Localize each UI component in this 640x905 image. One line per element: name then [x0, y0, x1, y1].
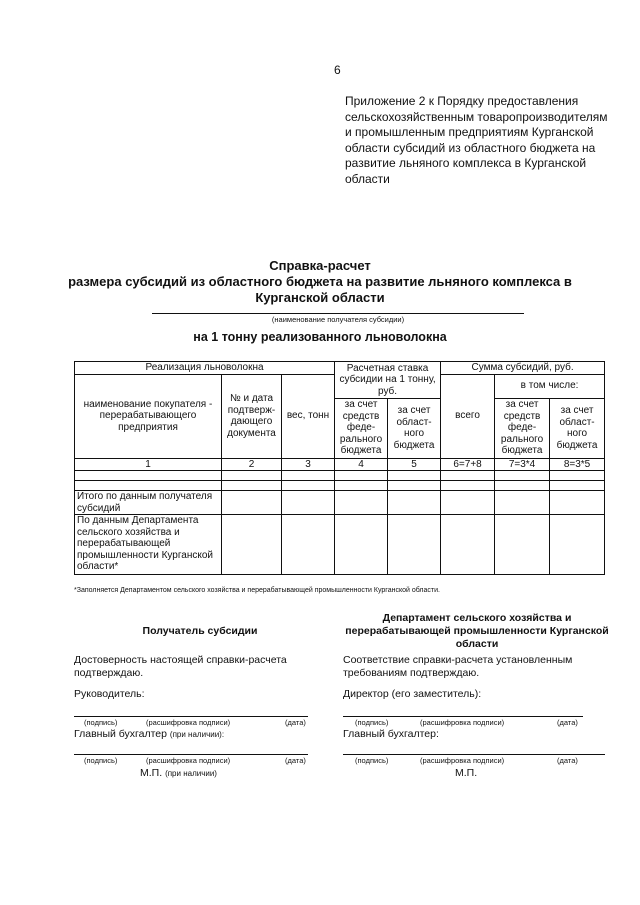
director-signature-line[interactable] — [343, 716, 583, 717]
column-number: 4 — [335, 458, 388, 471]
calculation-table — [74, 361, 605, 575]
table-row-department — [75, 515, 605, 575]
footnote: *Заполняется Департаментом сельского хозяйства и перерабатывающей промышленности Курганской области. — [74, 587, 440, 594]
department-stamp-label: М.П. — [455, 767, 478, 779]
accountant-note: (при наличии): — [169, 730, 225, 739]
signature-date-caption: (дата) — [285, 756, 306, 765]
table-header-row — [75, 362, 605, 375]
column-number: 8=3*5 — [550, 458, 605, 471]
table-row — [75, 471, 605, 481]
appendix-note: Приложение 2 к Порядку предоставления сельскохозяйственным товаропроизводителям и промышленным предприятиям Курганской области субсидий из областного бюджета на развитие льняного комплекса в Курганской области — [345, 94, 608, 186]
signature-decode-caption: (расшифровка подписи) — [420, 756, 505, 765]
accountant-title: Главный бухгалтер — [74, 728, 167, 740]
department-confirmation: Соответствие справки-расчета установленным требованиям подтверждаю. — [343, 654, 573, 679]
header-rate: Расчетная ставка субсидии на 1 тонну, руб. — [335, 362, 441, 399]
header-weight: вес, тонн — [282, 374, 335, 458]
header-sum-federal: за счет средств феде-рального бюджета — [495, 398, 550, 458]
header-rate-federal: за счет средств феде-рального бюджета — [335, 398, 388, 458]
signature-caption: (подпись) — [355, 756, 389, 765]
column-number: 5 — [388, 458, 441, 471]
stamp-label — [140, 767, 217, 779]
column-number: 1 — [75, 458, 222, 471]
accountant-label — [74, 728, 326, 740]
document-title: Справка-расчет — [269, 258, 371, 273]
header-rate-regional: за счет област-ного бюджета — [388, 398, 441, 458]
department-accountant-signature-line[interactable] — [343, 754, 605, 755]
recipient-name-caption: (наименование получателя субсидии) — [271, 315, 405, 324]
header-buyer: наименование покупателя - перерабатывающего предприятия — [75, 374, 222, 458]
signature-decode-caption: (расшифровка подписи) — [146, 718, 231, 727]
stamp-text: М.П. — [140, 767, 163, 779]
head-label: Руководитель: — [74, 688, 145, 700]
header-subsidy-sum: Сумма субсидий, руб. — [441, 362, 605, 375]
signature-date-caption: (дата) — [285, 718, 306, 727]
header-sales: Реализация льноволокна — [75, 362, 335, 375]
table-subtitle: на 1 тонну реализованного льноволокна — [193, 330, 447, 344]
column-number: 2 — [222, 458, 282, 471]
page-number: 6 — [334, 63, 341, 77]
department-heading: Департамент сельского хозяйства и перерабатывающей промышленности Курганской области — [345, 612, 609, 650]
accountant-signature-line[interactable] — [74, 754, 308, 755]
signature-decode-caption: (расшифровка подписи) — [420, 718, 505, 727]
column-number: 3 — [282, 458, 335, 471]
column-number: 6=7+8 — [441, 458, 495, 471]
title-text: размера субсидий из областного бюджета на развитие льняного комплекса в Курганской области — [68, 274, 572, 305]
signature-caption: (подпись) — [355, 718, 389, 727]
row-total-label: Итого по данным получателя субсидий — [75, 491, 222, 515]
signature-caption: (подпись) — [84, 718, 118, 727]
signature-date-caption: (дата) — [557, 756, 578, 765]
recipient-confirmation: Достоверность настоящей справки-расчета подтверждаю. — [74, 654, 287, 679]
header-document: № и дата подтверж-дающего документа — [222, 374, 282, 458]
director-label: Директор (его заместитель): — [343, 688, 482, 700]
table-row — [75, 481, 605, 491]
signature-date-caption: (дата) — [557, 718, 578, 727]
signature-decode-caption: (расшифровка подписи) — [146, 756, 231, 765]
header-total: всего — [441, 374, 495, 458]
column-number: 7=3*4 — [495, 458, 550, 471]
row-department-label: По данным Департамента сельского хозяйства и перерабатывающей промышленности Курганской области* — [75, 515, 222, 575]
recipient-heading: Получатель субсидии — [142, 625, 258, 637]
recipient-name-line — [152, 313, 524, 314]
table-row-total — [75, 491, 605, 515]
header-including: в том числе: — [495, 374, 605, 398]
document-title-subject — [0, 274, 640, 305]
header-sum-regional: за счет област-ного бюджета — [550, 398, 605, 458]
column-number-row — [75, 458, 605, 471]
head-signature-line[interactable] — [74, 716, 308, 717]
signature-caption: (подпись) — [84, 756, 118, 765]
department-accountant-label: Главный бухгалтер: — [343, 728, 439, 740]
stamp-note: (при наличии) — [165, 769, 217, 778]
